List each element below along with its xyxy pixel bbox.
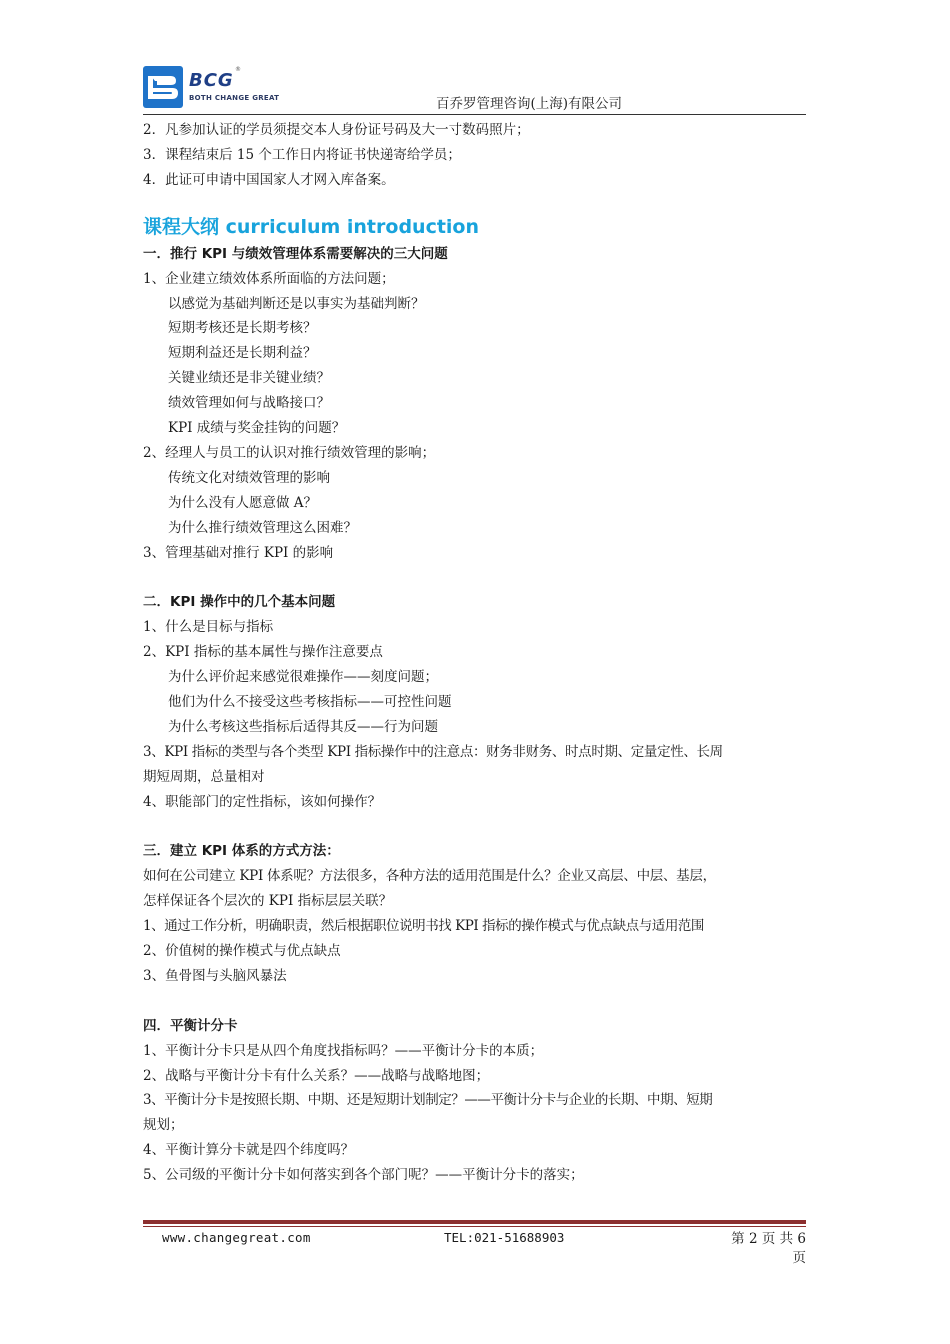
section-heading: 三．建立 KPI 体系的方式方法： — [143, 843, 340, 860]
sub-item: 为什么推行绩效管理这么困难？ — [168, 519, 357, 536]
sub-item: 传统文化对绩效管理的影响 — [168, 469, 330, 486]
sub-item: 短期考核还是长期考核？ — [168, 320, 317, 337]
list-item: 3、管理基础对推行 KPI 的影响 — [143, 544, 334, 561]
section-heading: 一．推行 KPI 与绩效管理体系需要解决的三大问题 — [143, 245, 448, 262]
list-item: 5、公司级的平衡计分卡如何落实到各个部门呢？——平衡计分卡的落实； — [143, 1167, 584, 1184]
page-number — [716, 1230, 806, 1268]
section-heading: 二．KPI 操作中的几个基本问题 — [143, 594, 336, 611]
list-item: 1、通过工作分析，明确职责，然后根据职位说明书找 KPI 指标的操作模式与优点缺点与适用范围 — [143, 918, 704, 935]
logo-registered-mark: ® — [235, 66, 241, 73]
spacer — [143, 566, 807, 591]
list-item: 4、职能部门的定性指标，该如何操作？ — [143, 793, 382, 810]
list-item: 1、企业建立绩效体系所面临的方法问题； — [143, 270, 395, 287]
list-item: 1、平衡计分卡只是从四个角度找指标吗？——平衡计分卡的本质； — [143, 1042, 544, 1059]
list-item-continuation: 期短周期，总量相对 — [143, 768, 265, 785]
list-item-continuation: 规划； — [143, 1117, 184, 1134]
bcg-logo — [143, 66, 283, 110]
list-item: 3、KPI 指标的类型与各个类型 KPI 指标操作中的注意点：财务非财务、时点时期、定量定性、长周 — [143, 743, 723, 760]
list-item: 3、平衡计分卡是按照长期、中期、还是短期计划制定？——平衡计分卡与企业的长期、中期、短期 — [143, 1092, 713, 1109]
logo-tagline: BOTH CHANGE GREAT — [189, 94, 280, 102]
logo-mark-icon — [143, 66, 183, 108]
sub-item: 为什么评价起来感觉很难操作——刻度问题； — [168, 669, 438, 686]
sub-item: 绩效管理如何与战略接口？ — [168, 395, 330, 412]
paragraph-line: 如何在公司建立 KPI 体系呢？方法很多，各种方法的适用范围是什么？企业又高层、中层、基层， — [143, 868, 716, 885]
list-item: 2、KPI 指标的基本属性与操作注意要点 — [143, 644, 383, 661]
company-name: 百乔罗管理咨询(上海)有限公司 — [435, 96, 622, 112]
page-number-line1: 第 2 页 共 6 — [731, 1231, 806, 1247]
sub-item: 以感觉为基础判断还是以事实为基础判断？ — [168, 295, 425, 312]
section-heading: 四．平衡计分卡 — [143, 1017, 238, 1034]
document-body — [143, 118, 807, 1188]
spacer — [143, 989, 807, 1014]
page-number-line2: 页 — [792, 1250, 806, 1266]
paragraph-line: 怎样保证各个层次的 KPI 指标层层关联？ — [143, 893, 393, 910]
intro-item: 3．课程结束后 15 个工作日内将证书快递寄给学员； — [143, 146, 461, 163]
list-item: 2、战略与平衡计分卡有什么关系？——战略与战略地图； — [143, 1067, 490, 1084]
page-header — [143, 64, 806, 115]
footer-tel: TEL:021-51688903 — [444, 1230, 565, 1245]
sub-item: KPI 成绩与奖金挂钩的问题？ — [168, 420, 346, 437]
list-item: 2、经理人与员工的认识对推行绩效管理的影响； — [143, 444, 436, 461]
intro-item: 4．此证可申请中国国家人才网入库备案。 — [143, 171, 395, 188]
curriculum-title: 课程大纲 curriculum introduction — [143, 215, 480, 238]
list-item: 3、鱼骨图与头脑风暴法 — [143, 967, 287, 984]
page-footer — [143, 1228, 806, 1268]
intro-item: 2．凡参加认证的学员须提交本人身份证号码及大一寸数码照片； — [143, 122, 530, 138]
list-item: 2、价值树的操作模式与优点缺点 — [143, 943, 341, 960]
logo-text: BCG — [189, 70, 234, 91]
list-item: 1、什么是目标与指标 — [143, 619, 274, 636]
footer-rule — [143, 1220, 806, 1224]
list-item: 4、平衡计算分卡就是四个纬度吗？ — [143, 1142, 355, 1159]
sub-item: 他们为什么不接受这些考核指标——可控性问题 — [168, 694, 452, 711]
footer-website: www.changegreat.com — [162, 1230, 311, 1245]
footer-rule-thin — [143, 1226, 806, 1227]
sub-item: 为什么考核这些指标后适得其反——行为问题 — [168, 718, 438, 735]
sub-item: 为什么没有人愿意做 A？ — [168, 494, 318, 511]
spacer — [143, 815, 807, 840]
sub-item: 短期利益还是长期利益？ — [168, 345, 317, 362]
sub-item: 关键业绩还是非关键业绩？ — [168, 370, 330, 387]
